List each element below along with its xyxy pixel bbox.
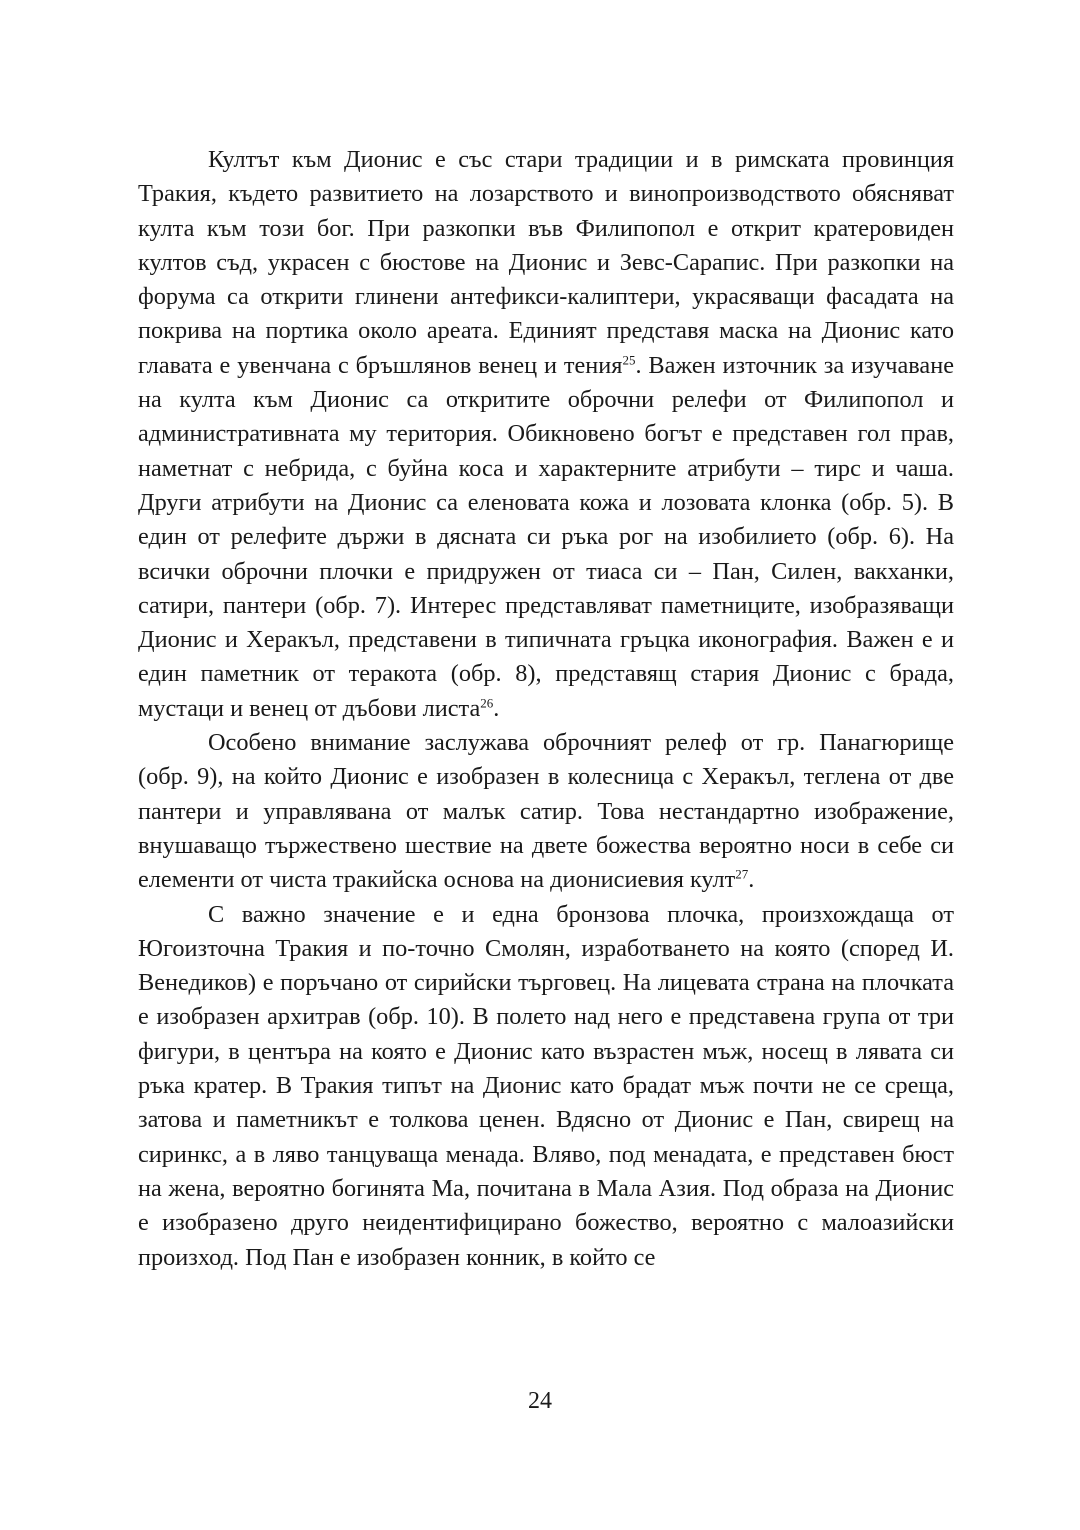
- page-number: 24: [528, 1388, 552, 1414]
- paragraph-text: . Важен източник за изучаване на култа към Дионис са откритите оброчни релефи от Филипопол и административната му територия. Обикновено богът е представен гол прав, наметнат с небрида, с буйна коса и характерните атрибути – тирс и чаша. Други атрибути на Дионис са еленовата кожа и лозовата клонка (обр. 5). В един от релефите държи в дясната си ръка рог на изобилието (обр. 6). На всички оброчни плочки е придружен от тиаса си – Пан, Силен, вакханки, сатири, пантери (обр. 7). Интерес представляват паметниците, изобразяващи Дионис и Херакъл, представени в типичната гръцка иконография. Важен е и един паметник от теракота (обр. 8), представящ стария Дионис с брада, мустаци и венец от дъбови листа: [138, 351, 954, 722]
- paragraph-text: Особено внимание заслужава оброчният релеф от гр. Панагюрище (обр. 9), на който Дионис е изобразен в колесница с Херакъл, теглена от две пантери и управлявана от малък сатир. Това нестандартно изображение, внушаващо тържествено шествие на двете божества вероятно носи в себе си елементи от чиста тракийска основа на дионисиевия култ: [138, 729, 954, 894]
- paragraph-text: .: [748, 866, 755, 894]
- footnote-ref-27[interactable]: 27: [735, 866, 749, 882]
- footnote-ref-26[interactable]: 26: [480, 695, 494, 711]
- paragraph-2: [138, 726, 954, 897]
- paragraph-text: Култът към Дионис е със стари традиции и в римската провинция Тракия, където развитието на лозарството и винопроизводството обясняват култа към този бог. При разкопки във Филипопол е открит кратеровиден култов съд, украсен с бюстове на Дионис и Зевс-Сарапис. При разкопки на форума са открити глинени антефикси-калиптери, украсяващи фасадата на покрива на портика около ареата. Единият представя маска на Дионис като главата е увенчана с бръшлянов венец и тения: [138, 146, 954, 379]
- paragraph-3: [138, 898, 954, 1275]
- footnote-ref-25[interactable]: 25: [622, 352, 636, 368]
- paragraph-text: С важно значение е и една бронзова плочка, произхождаща от Югоизточна Тракия и по-точно Смолян, изработването на която (според И. Венедиков) е поръчано от сирийски търговец. На лицевата страна на плочката е изобразен архитрав (обр. 10). В полето над него е представена група от три фигури, в центъра на която е Дионис като възрастен мъж, носещ в лявата си ръка кратер. В Тракия типът на Дионис като брадат мъж почти не се среща, затова и паметникът е толкова ценен. Вдясно от Дионис е Пан, свирещ на сиринкс, а в ляво танцуваща менада. Вляво, под менадата, е представен бюст на жена, вероятно богинята Ма, почитана в Мала Азия. Под образа на Дионис е изобразено друго неидентифицирано божество, вероятно с малоазийски произход. Под Пан е изобразен конник, в който се: [138, 900, 954, 1271]
- paragraph-1: [138, 143, 954, 726]
- body-text: [138, 143, 954, 1275]
- paragraph-text: .: [493, 694, 500, 722]
